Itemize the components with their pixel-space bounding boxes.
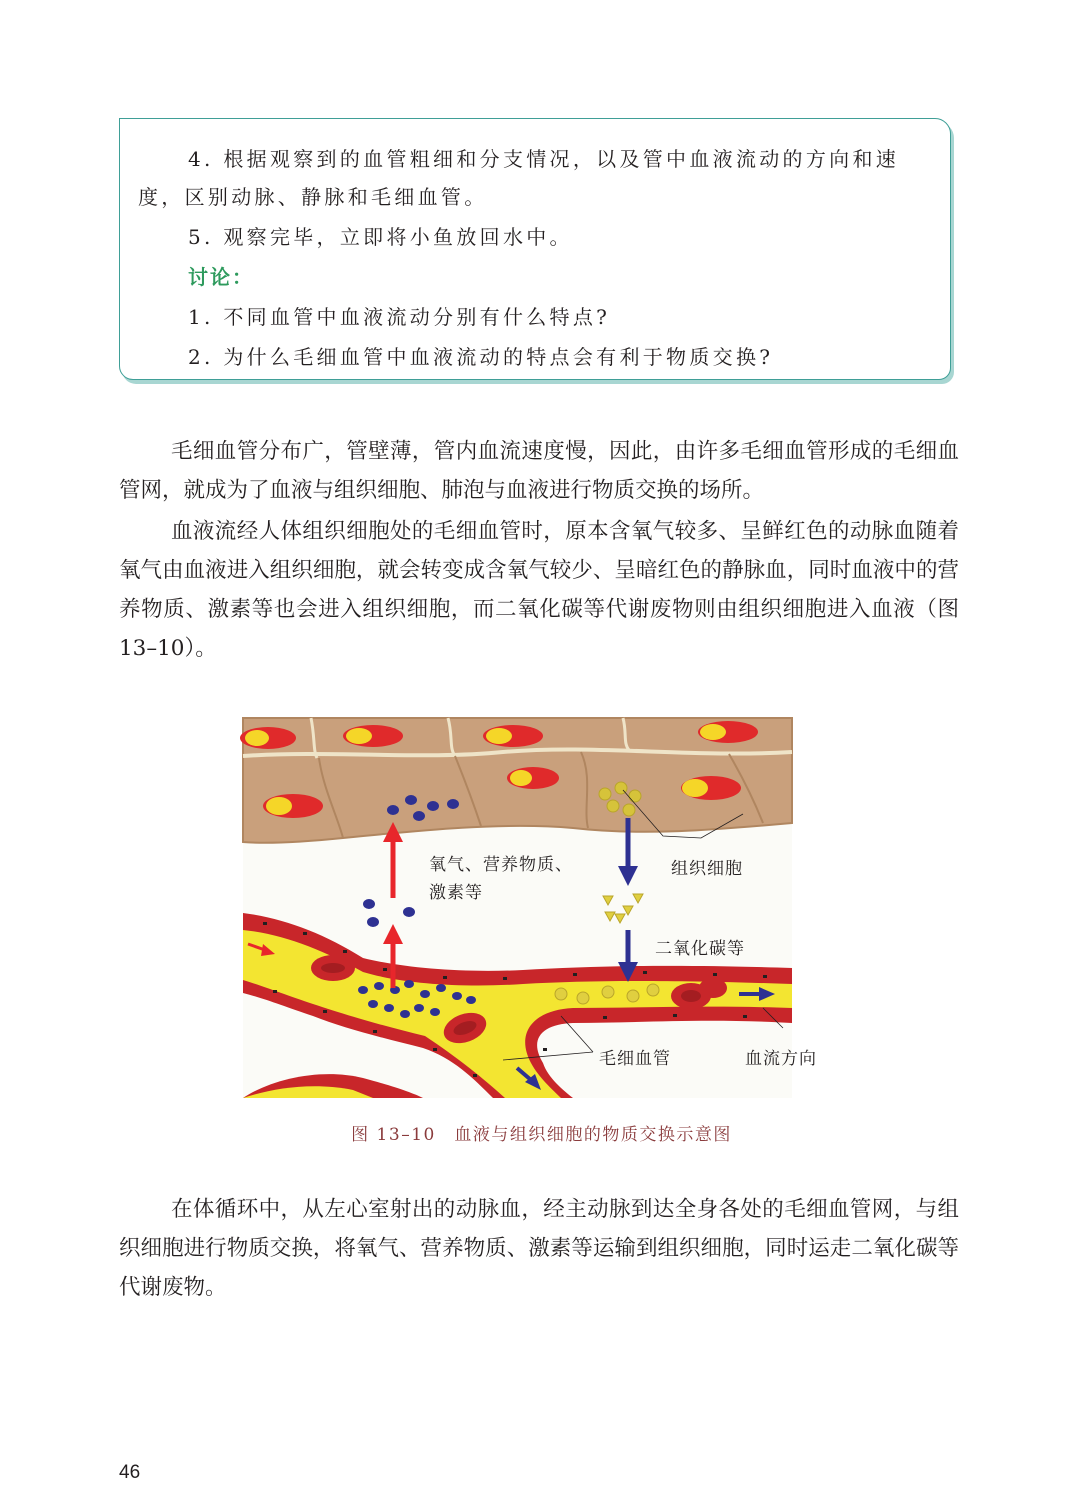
activity-step-4: 4. 根据观察到的血管粗细和分支情况，以及管中血液流动的方向和速: [188, 147, 900, 171]
tissue-cells: [240, 718, 792, 843]
label-blood-flow-direction: 血流方向: [745, 1049, 817, 1069]
discussion-question-1: 1. 不同血管中血液流动分别有什么特点?: [188, 305, 611, 329]
label-tissue-cells: 组织细胞: [671, 859, 743, 879]
activity-step-5: 5. 观察完毕，立即将小鱼放回水中。: [188, 225, 573, 249]
label-oxygen-nutrients: 氧气、营养物质、: [429, 855, 573, 875]
activity-box: [119, 118, 951, 380]
label-hormones: 激素等: [429, 883, 483, 903]
figure-caption: 图 13–10 血液与组织细胞的物质交换示意图: [351, 1125, 732, 1145]
page-number: 46: [119, 1462, 141, 1483]
label-carbon-dioxide: 二氧化碳等: [655, 939, 745, 959]
body-paragraph-3: 在体循环中，从左心室射出的动脉血，经主动脉到达全身各处的毛细血管网，与组织细胞进行物质交换，将氧气、营养物质、激素等运输到组织细胞，同时运走二氧化碳等代谢废物。: [119, 1197, 959, 1300]
body-paragraph-1: 毛细血管分布广，管壁薄，管内血流速度慢，因此，由许多毛细血管形成的毛细血管网，就成为了血液与组织细胞、肺泡与血液进行物质交换的场所。: [119, 439, 959, 503]
activity-step-4-cont: 度，区别动脉、静脉和毛细血管。: [138, 185, 488, 209]
discussion-heading: 讨论：: [188, 265, 254, 289]
discussion-question-2: 2. 为什么毛细血管中血液流动的特点会有利于物质交换?: [188, 345, 774, 369]
label-capillary: 毛细血管: [599, 1049, 671, 1069]
figure-13-10: [243, 718, 817, 1098]
body-paragraph-2: 血液流经人体组织细胞处的毛细血管时，原本含氧气较多、呈鲜红色的动脉血随着氧气由血液进入组织细胞，就会转变成含氧气较少、呈暗红色的静脉血，同时血液中的营养物质、激素等也会进入组织细胞，而二氧化碳等代谢废物则由组织细胞进入血液（图 13–10）。: [119, 519, 959, 661]
exchange-diagram: [243, 718, 792, 1098]
